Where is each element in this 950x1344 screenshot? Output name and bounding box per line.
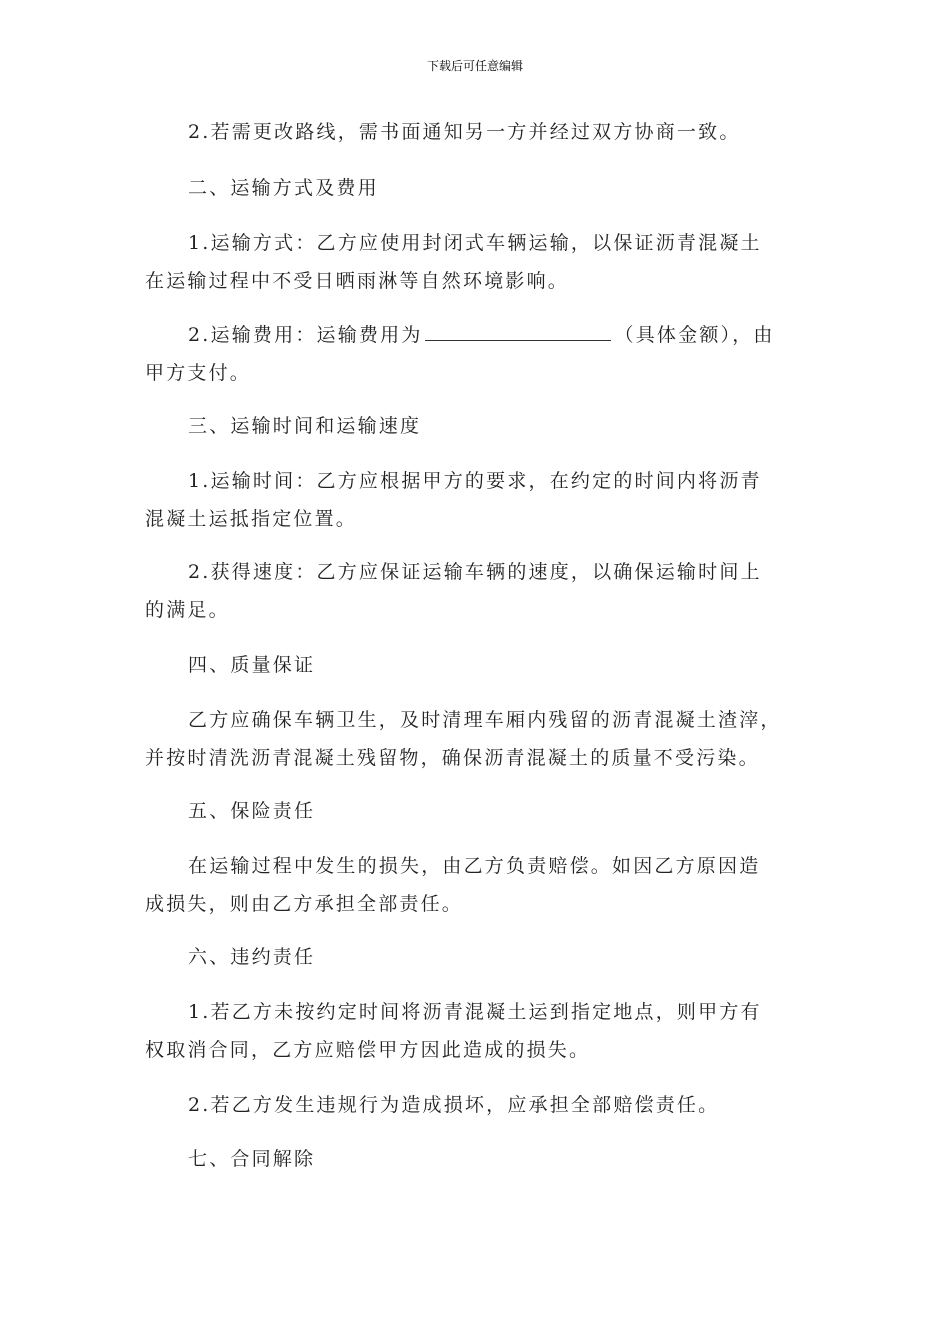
clause-insurance-line2: 成损失，则由乙方承担全部责任。 bbox=[145, 893, 464, 915]
clause-quality-line1: 乙方应确保车辆卫生，及时清理车厢内残留的沥青混凝土渣滓， bbox=[188, 709, 782, 731]
clause-transport-method-line1: 1.运输方式：乙方应使用封闭式车辆运输，以保证沥青混凝土 bbox=[188, 232, 762, 254]
clause-breach-1-line2: 权取消合同，乙方应赔偿甲方因此造成的损失。 bbox=[145, 1039, 591, 1061]
section-heading-transport-method: 二、运输方式及费用 bbox=[188, 177, 379, 199]
clause-breach-2: 2.若乙方发生违规行为造成损坏，应承担全部赔偿责任。 bbox=[188, 1094, 720, 1116]
section-heading-insurance: 五、保险责任 bbox=[188, 800, 316, 822]
clause-breach-1-line1: 1.若乙方未按约定时间将沥青混凝土运到指定地点，则甲方有 bbox=[188, 1001, 762, 1023]
fee-amount-blank[interactable] bbox=[425, 324, 611, 341]
fee-label: 2.运输费用：运输费用为 bbox=[188, 324, 423, 346]
fee-suffix: （具体金额），由 bbox=[614, 324, 775, 346]
clause-speed-line1: 2.获得速度：乙方应保证运输车辆的速度，以确保运输时间上 bbox=[188, 561, 762, 583]
section-heading-termination: 七、合同解除 bbox=[188, 1148, 316, 1170]
clause-transport-time-line2: 混凝土运抵指定位置。 bbox=[145, 508, 358, 530]
clause-transport-fee-line1 bbox=[188, 320, 775, 347]
clause-speed-line2: 的满足。 bbox=[145, 599, 230, 621]
clause-insurance-line1: 在运输过程中发生的损失，由乙方负责赔偿。如因乙方原因造 bbox=[188, 855, 761, 877]
clause-route-change: 2.若需更改路线，需书面通知另一方并经过双方协商一致。 bbox=[188, 121, 741, 143]
section-heading-transport-time: 三、运输时间和运输速度 bbox=[188, 415, 422, 437]
section-heading-quality: 四、质量保证 bbox=[188, 654, 316, 676]
page-header: 下载后可任意编辑 bbox=[426, 59, 523, 73]
clause-transport-method-line2: 在运输过程中不受日晒雨淋等自然环境影响。 bbox=[145, 270, 570, 292]
section-heading-breach: 六、违约责任 bbox=[188, 946, 316, 968]
clause-transport-time-line1: 1.运输时间：乙方应根据甲方的要求，在约定的时间内将沥青 bbox=[188, 470, 762, 492]
clause-transport-fee-line2: 甲方支付。 bbox=[145, 362, 252, 384]
clause-quality-line2: 并按时清洗沥青混凝土残留物，确保沥青混凝土的质量不受污染。 bbox=[145, 747, 760, 769]
